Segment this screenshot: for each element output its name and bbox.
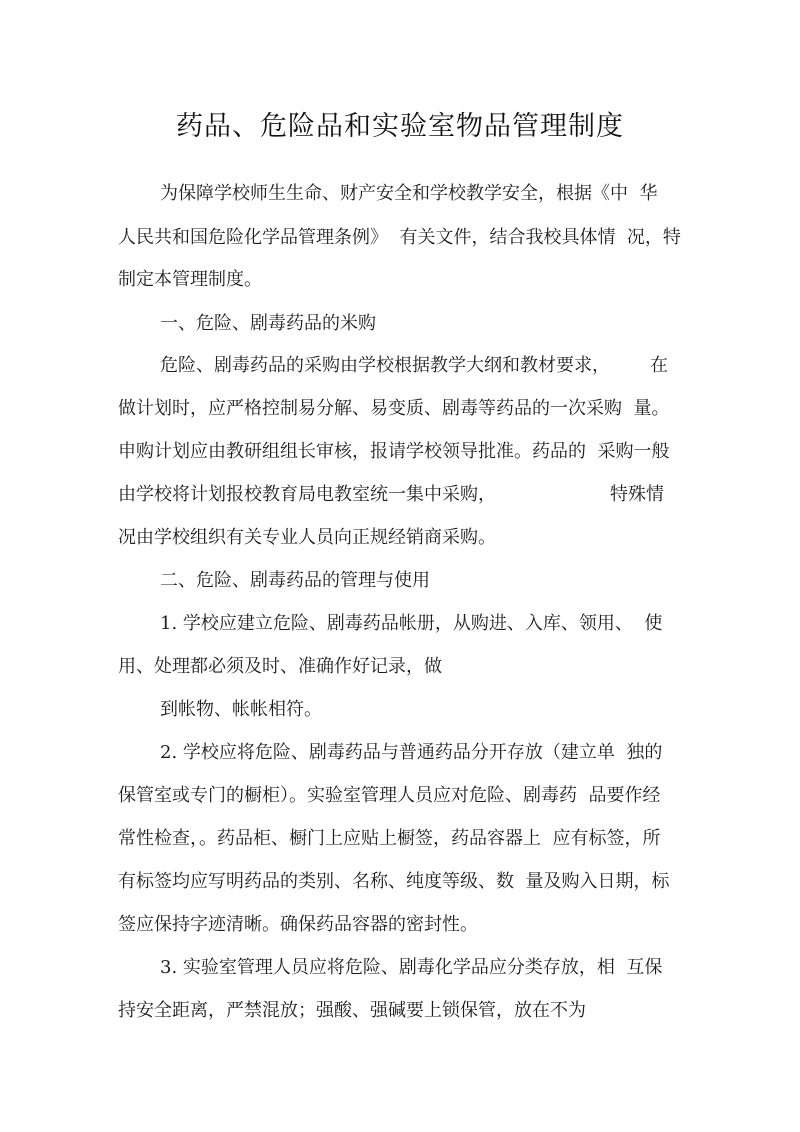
section-heading-1 xyxy=(160,313,376,335)
text-line: 有标签均应写明药品的类别、名称、纯度等级、数 量及购入日期，标 xyxy=(118,871,670,892)
text-line: 持安全距离，严禁混放；强酸、强碱要上锁保管，放在不为 xyxy=(118,1000,586,1021)
paragraph-intro-line-1 xyxy=(160,183,657,205)
item-2-line-1 xyxy=(160,742,662,764)
item-3-line-2 xyxy=(118,1000,586,1022)
text-line: 到帐物、帐帐相符。 xyxy=(160,699,322,720)
text-line: 3. 实验室管理人员应将危险、剧毒化学品应分类存放，相 互保 xyxy=(160,957,663,978)
text-line: 由学校将计划报校教育局电教室统一集中采购， xyxy=(118,484,496,505)
text-line: 二、危险、剧毒药品的管理与使用 xyxy=(160,570,430,591)
item-2-line-4 xyxy=(118,871,669,893)
item-2-line-2 xyxy=(118,785,660,807)
text-line: 1. 学校应建立危险、剧毒药品帐册，从购进、入库、领用、 使 xyxy=(160,613,663,634)
item-3-line-1 xyxy=(160,957,662,979)
item-1-line-1 xyxy=(160,613,662,635)
paragraph-intro-line-3 xyxy=(118,269,262,291)
text-line: 为保障学校师生生命、财产安全和学校教学安全，根据《中 华 xyxy=(160,183,658,204)
text-line: 保管室或专门的橱柜）。实验室管理人员应对危险、剧毒药 品要作经 xyxy=(118,785,661,806)
text-line: 一、危险、剧毒药品的米购 xyxy=(160,313,376,334)
text-line: 在 xyxy=(650,355,668,376)
section-1-line-2 xyxy=(118,398,669,420)
text-line: 危险、剧毒药品的采购由学校根据教学大纲和教材要求， xyxy=(160,355,610,376)
text-line: 常性检查，。药品柜、橱门上应贴上橱签，药品容器上 应有标签，所 xyxy=(118,828,661,849)
text-line: 用、处理都必须及时、准确作好记录，做 xyxy=(118,656,442,677)
text-line: 特殊情 xyxy=(610,484,664,505)
section-1-line-1-tail xyxy=(650,355,668,377)
section-1-line-4-tail xyxy=(610,484,664,506)
text-line: 人民共和国危险化学品管理条例》 有关文件，结合我校具体情 况，特 xyxy=(118,227,681,248)
document-title: 药品、危险品和实验室物品管理制度 xyxy=(176,111,624,142)
text-line: 况由学校组织有关专业人员向正规经销商采购。 xyxy=(118,527,496,548)
section-heading-2 xyxy=(160,570,430,592)
item-1-line-2 xyxy=(118,656,442,678)
item-2-line-3 xyxy=(118,828,660,850)
item-2-line-5 xyxy=(118,914,478,936)
section-1-line-3 xyxy=(118,441,669,463)
section-1-line-4 xyxy=(118,484,496,506)
item-1-line-3 xyxy=(160,699,322,721)
text-line: 做计划时，应严格控制易分解、易变质、剧毒等药品的一次采购 量。 xyxy=(118,398,670,419)
text-line: 签应保持字迹清晰。确保药品容器的密封性。 xyxy=(118,914,478,935)
paragraph-intro-line-2 xyxy=(118,227,681,249)
text-line: 申购计划应由教研组组长审核，报请学校领导批准。药品的 采购一般 xyxy=(118,441,670,462)
text-line: 制定本管理制度。 xyxy=(118,269,262,290)
section-1-line-1 xyxy=(160,355,610,377)
text-line: 2. 学校应将危险、剧毒药品与普通药品分开存放（建立单 独的 xyxy=(160,742,663,763)
section-1-line-5 xyxy=(118,527,496,549)
